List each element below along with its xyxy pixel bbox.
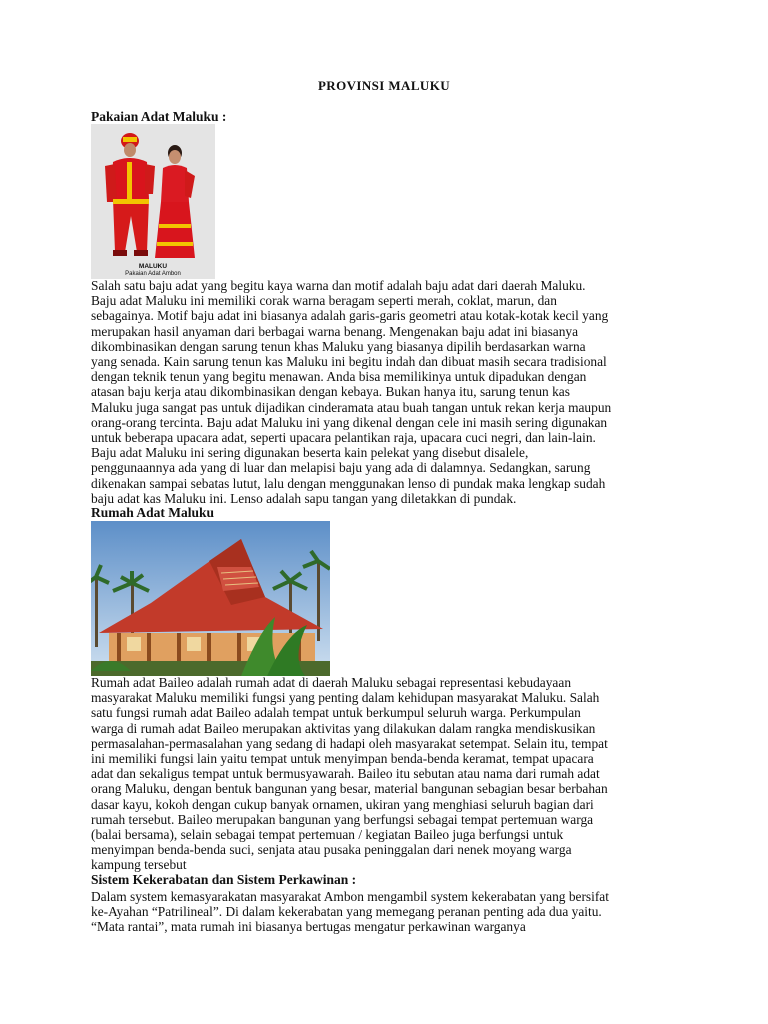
text-line: penggunaannya ada yang di luar dan melapisi baju yang ada di dalamnya. Sedangkan, sarung xyxy=(91,460,591,476)
text-line: satu fungsi rumah adat Baileo adalah tempat untuk berkumpul seluruh warga. Perkumpulan xyxy=(91,705,581,721)
text-line: sebagainya. Motif baju adat ini biasanya adalah garis-garis geometri atau kotak-kotak kecil yang xyxy=(91,308,609,324)
section-heading-rumah: Rumah Adat Maluku xyxy=(91,505,215,520)
text-line: merupakan hasil anyaman dari berbagai warna benang. Mengenakan baju adat ini biasanya xyxy=(91,323,579,339)
text-line: Salah satu baju adat yang begitu kaya warna dan motif adalah baju adat dari daerah Maluku. xyxy=(91,278,586,293)
text-line: Baju adat Maluku ini memiliki corak warna beragam seperti merah, coklat, marun, dan xyxy=(91,293,557,309)
text-line: dikenakan sampai sebatas lutut, lalu dengan menggunakan lenso di pundak maka lengkap sudah xyxy=(91,475,606,491)
text-line: Dalam system kemasyarakatan masyarakat Ambon mengambil system kekerabatan yang bersifat xyxy=(91,889,609,904)
text-line: orang Maluku, dengan bentuk bangunan yang besar, material bangunan sebagian besar berbahan xyxy=(91,781,608,797)
text-line: atasan baju kerja atau dikombinasikan dengan kebaya. Bukan hanya itu, sarung tenun kas xyxy=(91,384,570,400)
text-line: dengan teknik tenun yang begitu menawan. Anda bisa memilikinya untuk dipadukan dengan xyxy=(91,369,587,385)
text-line: masyarakat Maluku memiliki fungsi yang penting dalam kehidupan masyarakat Maluku. Salah xyxy=(91,690,600,706)
costume-illustration xyxy=(91,124,215,279)
text-line: permasalahan-permasalahan yang sedang di hadapi oleh masyarakat setempat. Selain itu, tempat xyxy=(91,735,608,751)
text-line: baju adat kas Maluku ini. Lenso adalah sapu tangan yang diletakkan di pundak. xyxy=(91,490,517,506)
baileo-house-photo xyxy=(91,521,330,676)
text-line: kampung tersebut xyxy=(91,857,187,873)
text-line: dasar kayu, kokoh dengan cukup banyak ornamen, ukiran yang menghiasi seluruh bagian dari xyxy=(91,796,594,812)
text-line: ke-Ayahan “Patrilineal”. Di dalam kekerabatan yang memegang peranan penting ada dua yaitu. xyxy=(91,904,602,920)
image-caption xyxy=(91,263,215,279)
caption-subtitle: Pakaian Adat Ambon xyxy=(125,271,181,277)
paragraph-pakaian xyxy=(91,278,678,506)
text-line: Baju adat Maluku ini sering digunakan beserta kain pelekat yang disebut disalele, xyxy=(91,445,529,461)
house-illustration xyxy=(91,521,330,676)
text-line: untuk beberapa upacara adat, seperti upacara pelantikan raja, upacara cuci negri, dan lain-lain. xyxy=(91,430,596,446)
text-line: rumah tersebut. Baileo merupakan bangunan yang berfungsi sebagai tempat pertemuan warga xyxy=(91,811,594,827)
traditional-costume-photo xyxy=(91,124,215,279)
section-heading-kekerabatan: Sistem Kekerabatan dan Sistem Perkawinan : xyxy=(91,872,357,887)
text-line: (balai bersama), selain sebagai tempat pertemuan / kegiatan Baileo juga berfungsi untuk xyxy=(91,827,564,843)
caption-title: MALUKU xyxy=(138,263,168,270)
page-title: PROVINSI MALUKU xyxy=(317,78,451,93)
text-line: “Mata rantai”, mata rumah ini biasanya bertugas mengatur perkawinan warganya xyxy=(91,919,526,935)
text-line: yang senada. Kain sarung tenun kas Maluku ini begitu indah dan dibuat masih secara tradisional xyxy=(91,354,607,370)
text-line: Rumah adat Baileo adalah rumah adat di daerah Maluku sebagai representasi kebudayaan xyxy=(91,675,572,690)
paragraph-rumah xyxy=(91,675,678,873)
text-line: ini memiliki fungsi lain yaitu tempat untuk menyimpan benda-benda keramat, tempat upacara xyxy=(91,751,594,767)
section-heading-pakaian: Pakaian Adat Maluku : xyxy=(91,109,227,124)
text-line: menyimpan benda-benda suci, senjata atau pusaka peninggalan dari nenek moyang warga xyxy=(91,842,572,858)
paragraph-kekerabatan xyxy=(91,889,678,935)
text-line: adat dan sekaligus tempat untuk bermusyawarah. Baileo itu sebutan atau nama dari rumah adat xyxy=(91,766,600,782)
text-line: warga di rumah adat Baileo merupakan aktivitas yang dilakukan dalam rangka mendiskusikan xyxy=(91,720,596,736)
text-line: orang-orang tercinta. Baju adat Maluku ini yang dikenal dengan cele ini masih sering digunakan xyxy=(91,414,608,430)
text-line: Maluku juga sangat pas untuk dijadikan cinderamata atau buah tangan untuk rekan kerja maupun xyxy=(91,399,612,415)
text-line: dikombinasikan dengan sarung tenun khas Maluku yang biasanya dipilih berdasarkan warna xyxy=(91,338,586,354)
